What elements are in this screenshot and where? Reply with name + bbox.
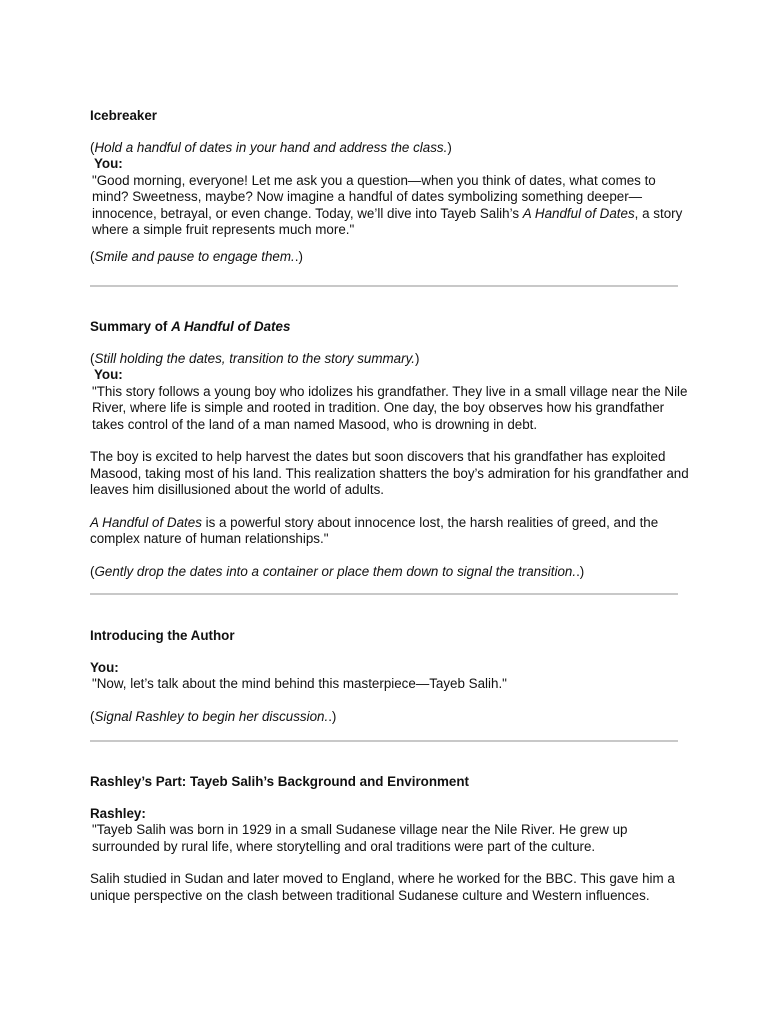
speech-paragraph: "Tayeb Salih was born in 1929 in a small Sudanese village near the Nile River. He grew up surrounded by rural life, where storytelling and oral traditions were part of the culture. — [92, 822, 628, 854]
summary-heading: Summary of A Handful of Dates — [90, 319, 291, 334]
stage-direction: (Smile and pause to engage them..) — [90, 248, 303, 264]
speech-paragraph: "This story follows a young boy who idolizes his grandfather. They live in a small village near the Nile River, where life is simple and rooted in tradition. One day, the boy observes how his grandfather takes control of the land of a man named Masood, who is drowning in debt. — [92, 383, 688, 432]
speaker-label: You: — [94, 367, 123, 382]
speech-paragraph: "Good morning, everyone! Let me ask you a question—when you think of dates, what comes to mind? Sweetness, maybe? Now imagine a handful of dates symbolizing something deeper—innocence, betrayal, or even change. Today, we’ll dive into Tayeb Salih’s A Handful of Dates, a story where a simple fruit represents much more." — [92, 172, 683, 237]
icebreaker-section — [90, 108, 690, 265]
section-divider — [90, 285, 678, 287]
speaker-label: You: — [94, 156, 123, 171]
author-section — [90, 628, 690, 725]
author-heading: Introducing the Author — [90, 628, 235, 643]
speech-paragraph: "Now, let’s talk about the mind behind this masterpiece—Tayeb Salih." — [92, 676, 507, 691]
stage-direction: (Still holding the dates, transition to the story summary.) — [90, 350, 420, 366]
rashley-heading: Rashley’s Part: Tayeb Salih’s Background and Environment — [90, 774, 470, 789]
rashley-section — [90, 774, 690, 904]
icebreaker-heading: Icebreaker — [90, 108, 158, 123]
stage-direction: (Hold a handful of dates in your hand and address the class.) — [90, 139, 452, 155]
speech-paragraph: Salih studied in Sudan and later moved to England, where he worked for the BBC. This gave him a unique perspective on the clash between traditional Sudanese culture and Western influences. — [90, 871, 675, 903]
speech-paragraph: The boy is excited to help harvest the dates but soon discovers that his grandfather has exploited Masood, taking most of his land. This realization shatters the boy’s admiration for his grandfather and leaves him disillusioned about the world of adults. — [90, 449, 689, 497]
section-divider — [90, 593, 678, 595]
speech-paragraph: A Handful of Dates is a powerful story about innocence lost, the harsh realities of greed, and the complex nature of human relationships." — [90, 514, 659, 546]
summary-section — [90, 319, 690, 580]
stage-direction: (Gently drop the dates into a container or place them down to signal the transition..) — [90, 563, 585, 579]
stage-direction: (Signal Rashley to begin her discussion..) — [90, 708, 337, 724]
section-divider — [90, 740, 678, 742]
speaker-label: Rashley: — [90, 805, 146, 821]
speaker-label: You: — [90, 659, 119, 675]
